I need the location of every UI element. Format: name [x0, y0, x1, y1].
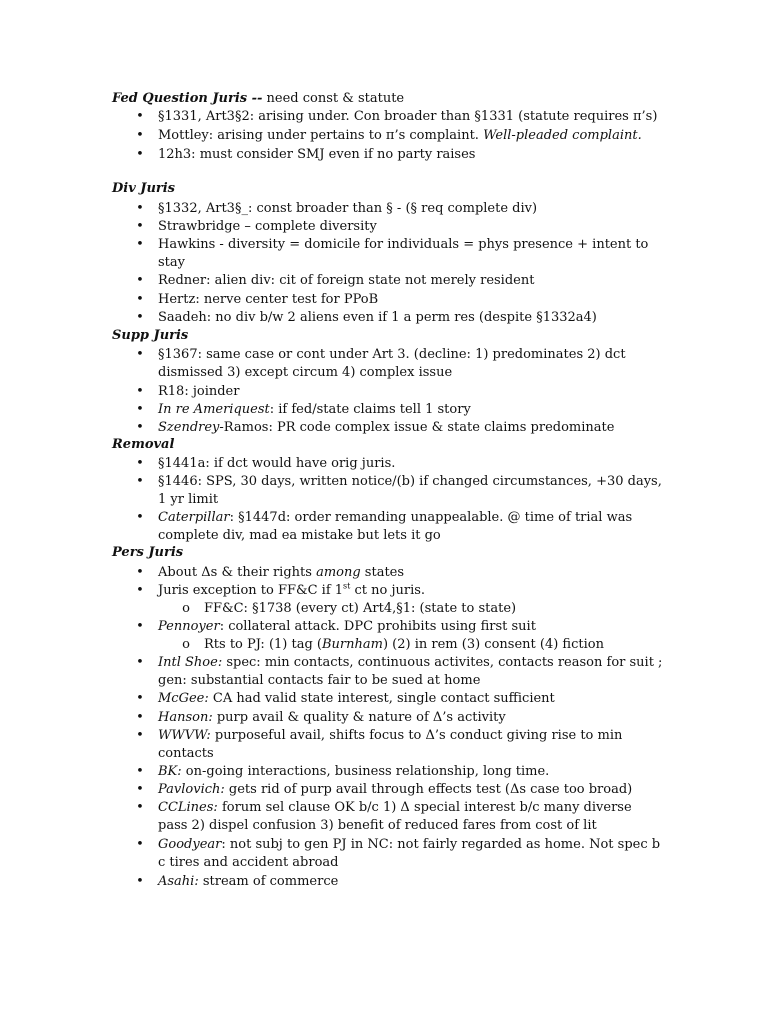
item-text: ) (2) in rem (3) consent (4) fiction — [382, 637, 604, 652]
bullet-icon: • — [136, 800, 144, 815]
bullet-icon: • — [136, 837, 144, 852]
item-text: : §1447d: order remanding unappealable. @ time of trial was complete div, mad ea mistake but lets it go — [158, 510, 633, 543]
bullet-icon: • — [136, 764, 144, 779]
list-item — [136, 799, 663, 835]
item-text: FF&C: §1738 (every ct) Art4,§1: (state to state) — [204, 601, 517, 616]
item-text: st — [343, 581, 351, 591]
item-text: Hanson: — [158, 710, 213, 725]
list-item — [136, 146, 663, 164]
list-item — [136, 509, 663, 545]
list-item — [136, 236, 663, 272]
list-item — [136, 218, 663, 236]
list-item — [136, 763, 663, 781]
item-text: : if fed/state claims tell 1 story — [269, 402, 471, 417]
list-item — [136, 873, 663, 891]
item-text: Szendrey — [158, 420, 220, 435]
item-text: About Δs & their rights — [158, 565, 317, 580]
bullet-icon: • — [136, 510, 144, 525]
list-item — [136, 108, 663, 126]
sub-list-item — [182, 600, 664, 618]
item-text: Juris exception to FF&C if 1 — [158, 583, 344, 598]
item-text: In re Ameriquest — [158, 402, 270, 417]
list-item — [136, 709, 663, 727]
heading-text: Fed Question Juris -- — [112, 91, 263, 106]
item-text: §1331, Art3§2: arising under. Con broader than §1331 (statute requires π’s) — [158, 109, 658, 124]
list-item — [136, 581, 663, 600]
list-item — [136, 473, 663, 509]
item-text: Pennoyer — [158, 619, 220, 634]
bullet-icon: • — [136, 347, 144, 362]
item-text: BK: — [158, 764, 182, 779]
item-text: Asahi: — [158, 874, 199, 889]
bullet-icon: • — [136, 310, 144, 325]
heading-subtext: need const & statute — [262, 91, 405, 106]
bullet-icon: • — [136, 219, 144, 234]
bullet-icon: • — [136, 655, 144, 670]
item-text: among — [316, 565, 361, 580]
section-heading-pers-juris — [112, 545, 183, 560]
item-text: Caterpillar — [158, 510, 230, 525]
item-text: Pers Juris — [112, 545, 184, 560]
item-text: Saadeh: no div b/w 2 aliens even if 1 a perm res (despite §1332a4) — [158, 310, 597, 325]
list-item — [136, 346, 663, 382]
list-item — [136, 455, 663, 473]
bullet-icon: • — [136, 402, 144, 417]
bullet-icon: • — [136, 874, 144, 889]
item-text: : collateral attack. DPC prohibits using first suit — [219, 619, 536, 634]
item-text: §1446: SPS, 30 days, written notice/(b) if changed circumstances, +30 days, 1 yr limit — [158, 474, 662, 507]
section-heading-removal — [112, 437, 174, 452]
list-item — [136, 309, 663, 327]
bullet-icon: • — [136, 201, 144, 216]
bullet-icon: • — [136, 565, 144, 580]
sub-list-item — [182, 636, 664, 654]
list-item — [136, 618, 663, 636]
bullet-icon: • — [136, 782, 144, 797]
list-item — [136, 564, 663, 582]
item-text: Goodyear — [158, 837, 222, 852]
item-text: purp avail & quality & nature of Δ’s activity — [212, 710, 506, 725]
circle-bullet-icon: o — [182, 601, 190, 616]
item-text: WWVW: — [158, 728, 211, 743]
list-item — [136, 781, 663, 799]
item-text: Div Juris — [112, 181, 176, 196]
bullet-icon: • — [136, 237, 144, 252]
item-text: spec: min contacts, continuous activites, contacts reason for suit ; gen: substantial contacts fair to be sued at home — [158, 655, 663, 688]
list-item — [136, 654, 663, 690]
bullet-icon: • — [136, 420, 144, 435]
item-text: : not subj to gen PJ in NC: not fairly regarded as home. Not spec b c tires and accident abroad — [158, 837, 661, 870]
bullet-icon: • — [136, 147, 144, 162]
bullet-icon: • — [136, 384, 144, 399]
item-text: 12h3: must consider SMJ even if no party raises — [158, 147, 476, 162]
item-text: on-going interactions, business relationship, long time. — [181, 764, 550, 779]
list-item — [136, 383, 663, 401]
bullet-icon: • — [136, 109, 144, 124]
bullet-icon: • — [136, 128, 144, 143]
item-text: Removal — [112, 437, 175, 452]
bullet-icon: • — [136, 619, 144, 634]
item-text: Well-pleaded complaint. — [483, 128, 642, 143]
item-text: CCLines: — [158, 800, 218, 815]
list-item — [136, 727, 663, 763]
item-text: Supp Juris — [112, 328, 189, 343]
list-item — [136, 127, 663, 145]
item-text: Intl Shoe: — [158, 655, 223, 670]
item-text: Rts to PJ: (1) tag ( — [204, 637, 322, 652]
item-text: McGee: — [158, 691, 209, 706]
item-text: R18: joinder — [158, 384, 240, 399]
item-text: purposeful avail, shifts focus to Δ’s conduct giving rise to min contacts — [158, 728, 623, 761]
item-text: §1441a: if dct would have orig juris. — [158, 456, 396, 471]
list-item — [136, 291, 663, 309]
item-text: §1367: same case or cont under Art 3. (decline: 1) predominates 2) dct dismissed 3) except circum 4) complex issue — [158, 347, 626, 380]
item-text: ct no juris. — [350, 583, 426, 598]
item-text: forum sel clause OK b/c 1) Δ special interest b/c many diverse pass 2) dispel confusion 3) benefit of reduced fares from cost of lit — [158, 800, 632, 833]
item-text: stream of commerce — [198, 874, 339, 889]
item-text: states — [360, 565, 405, 580]
bullet-icon: • — [136, 728, 144, 743]
list-item — [136, 836, 663, 872]
list-item — [136, 200, 663, 218]
list-item — [136, 272, 663, 290]
bullet-icon: • — [136, 583, 144, 598]
section-heading-fed-question — [112, 91, 404, 106]
bullet-icon: • — [136, 710, 144, 725]
item-text: Hertz: nerve center test for PPoB — [158, 292, 379, 307]
bullet-icon: • — [136, 273, 144, 288]
item-text: §1332, Art3§_: const broader than § - (§ req complete div) — [158, 201, 538, 216]
item-text: gets rid of purp avail through effects test (Δs case too broad) — [224, 782, 633, 797]
list-item — [136, 401, 663, 419]
item-text: Redner: alien div: cit of foreign state not merely resident — [158, 273, 535, 288]
circle-bullet-icon: o — [182, 637, 190, 652]
section-heading-div-juris — [112, 181, 175, 196]
item-text: CA had valid state interest, single contact sufficient — [208, 691, 555, 706]
bullet-icon: • — [136, 292, 144, 307]
item-text: Mottley: arising under pertains to π’s complaint. — [158, 128, 484, 143]
item-text: Hawkins - diversity = domicile for individuals = phys presence + intent to stay — [158, 237, 649, 270]
item-text: Pavlovich: — [158, 782, 225, 797]
item-text: Burnham — [322, 637, 383, 652]
list-item — [136, 690, 663, 708]
list-item — [136, 419, 663, 437]
bullet-icon: • — [136, 456, 144, 471]
bullet-icon: • — [136, 474, 144, 489]
item-text: Strawbridge – complete diversity — [158, 219, 377, 234]
item-text: -Ramos: PR code complex issue & state claims predominate — [219, 420, 615, 435]
section-heading-supp-juris — [112, 328, 188, 343]
bullet-icon: • — [136, 691, 144, 706]
